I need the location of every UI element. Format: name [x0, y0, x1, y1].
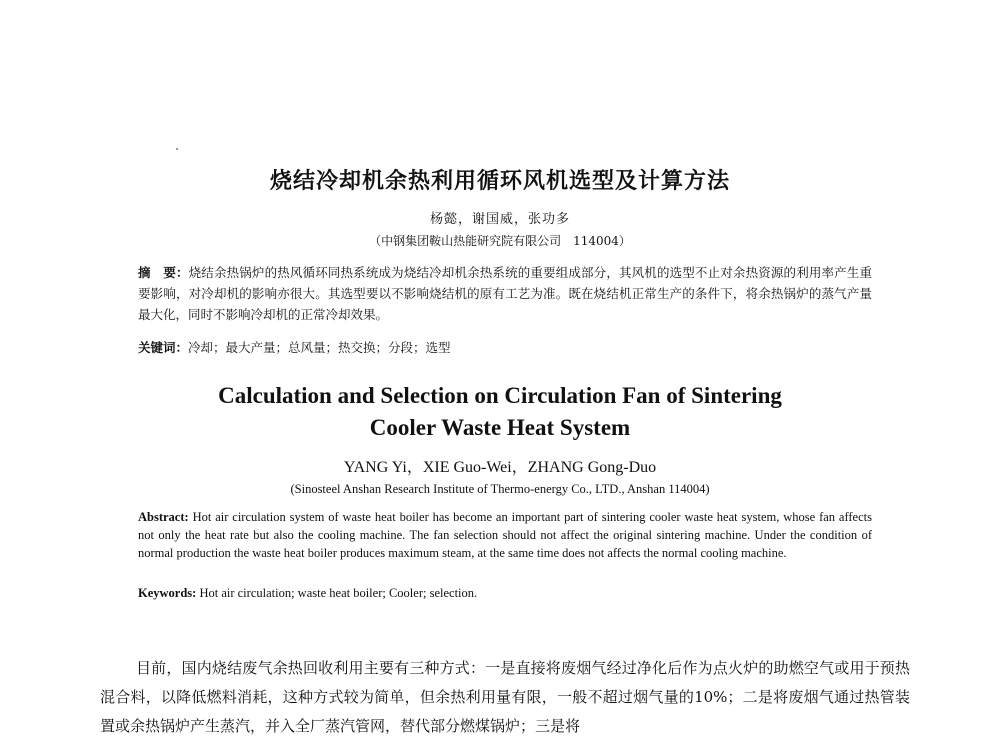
chinese-abstract	[138, 262, 872, 325]
chinese-abstract-text: 烧结余热锅炉的热风循环同热系统成为烧结冷却机余热系统的重要组成部分，其风机的选型不止对余热资源的利用率产生重要影响，对冷却机的影响亦很大。其选型要以不影响烧结机的原有工艺为准。既在烧结机正常生产的条件下，将余热锅炉的蒸气产量最大化，同时不影响冷却机的正常冷却效果。	[138, 265, 872, 322]
english-affiliation: (Sinosteel Anshan Research Institute of Thermo-energy Co., LTD., Anshan 114004)	[290, 482, 710, 496]
english-abstract-text: Hot air circulation system of waste heat boiler has become an important part of sintering cooler waste heat system, whose fan affects not only the heat rate but also the cooling machine. The fan selection should not affect the original sintering machine. Under the condition of normal production the waste heat boiler produces maximum steam, at the same time does not affects the normal cooling machine.	[138, 510, 872, 560]
english-keywords	[138, 586, 872, 601]
english-title-line1: Calculation and Selection on Circulation Fan of Sintering	[218, 383, 782, 408]
english-keywords-label: Keywords:	[138, 586, 197, 600]
chinese-authors: 杨懿，谢国威，张功多	[429, 212, 570, 227]
chinese-abstract-label: 摘 要：	[138, 265, 189, 280]
english-title-line2: Cooler Waste Heat System	[369, 415, 631, 440]
english-keywords-text: Hot air circulation; waste heat boiler; Cooler; selection.	[199, 586, 478, 600]
chinese-keywords	[138, 338, 872, 356]
english-abstract	[138, 508, 872, 562]
chinese-keywords-text: 冷却；最大产量；总风量；热交换；分段；选型	[188, 340, 451, 355]
english-title	[0, 380, 1000, 444]
chinese-affiliation: （中钢集团鞍山热能研究院有限公司 114004）	[369, 234, 631, 248]
english-authors: YANG Yi，XIE Guo-Wei，ZHANG Gong-Duo	[343, 459, 657, 476]
english-abstract-label: Abstract:	[138, 510, 189, 524]
body-paragraph: 目前，国内烧结废气余热回收利用主要有三种方式：一是直接将废烟气经过净化后作为点火炉的助燃空气或用于预热混合料，以降低燃料消耗，这种方式较为简单，但余热利用量有限，一般不超过烟气量的10%；二是将废烟气通过热管装置或余热锅炉产生蒸汽，并入全厂蒸汽管网，替代部分燃煤锅炉；三是将	[100, 659, 910, 735]
chinese-title: 烧结冷却机余热利用循环风机选型及计算方法	[269, 168, 730, 194]
scan-speck	[176, 148, 178, 150]
chinese-keywords-label: 关键词：	[138, 340, 189, 355]
